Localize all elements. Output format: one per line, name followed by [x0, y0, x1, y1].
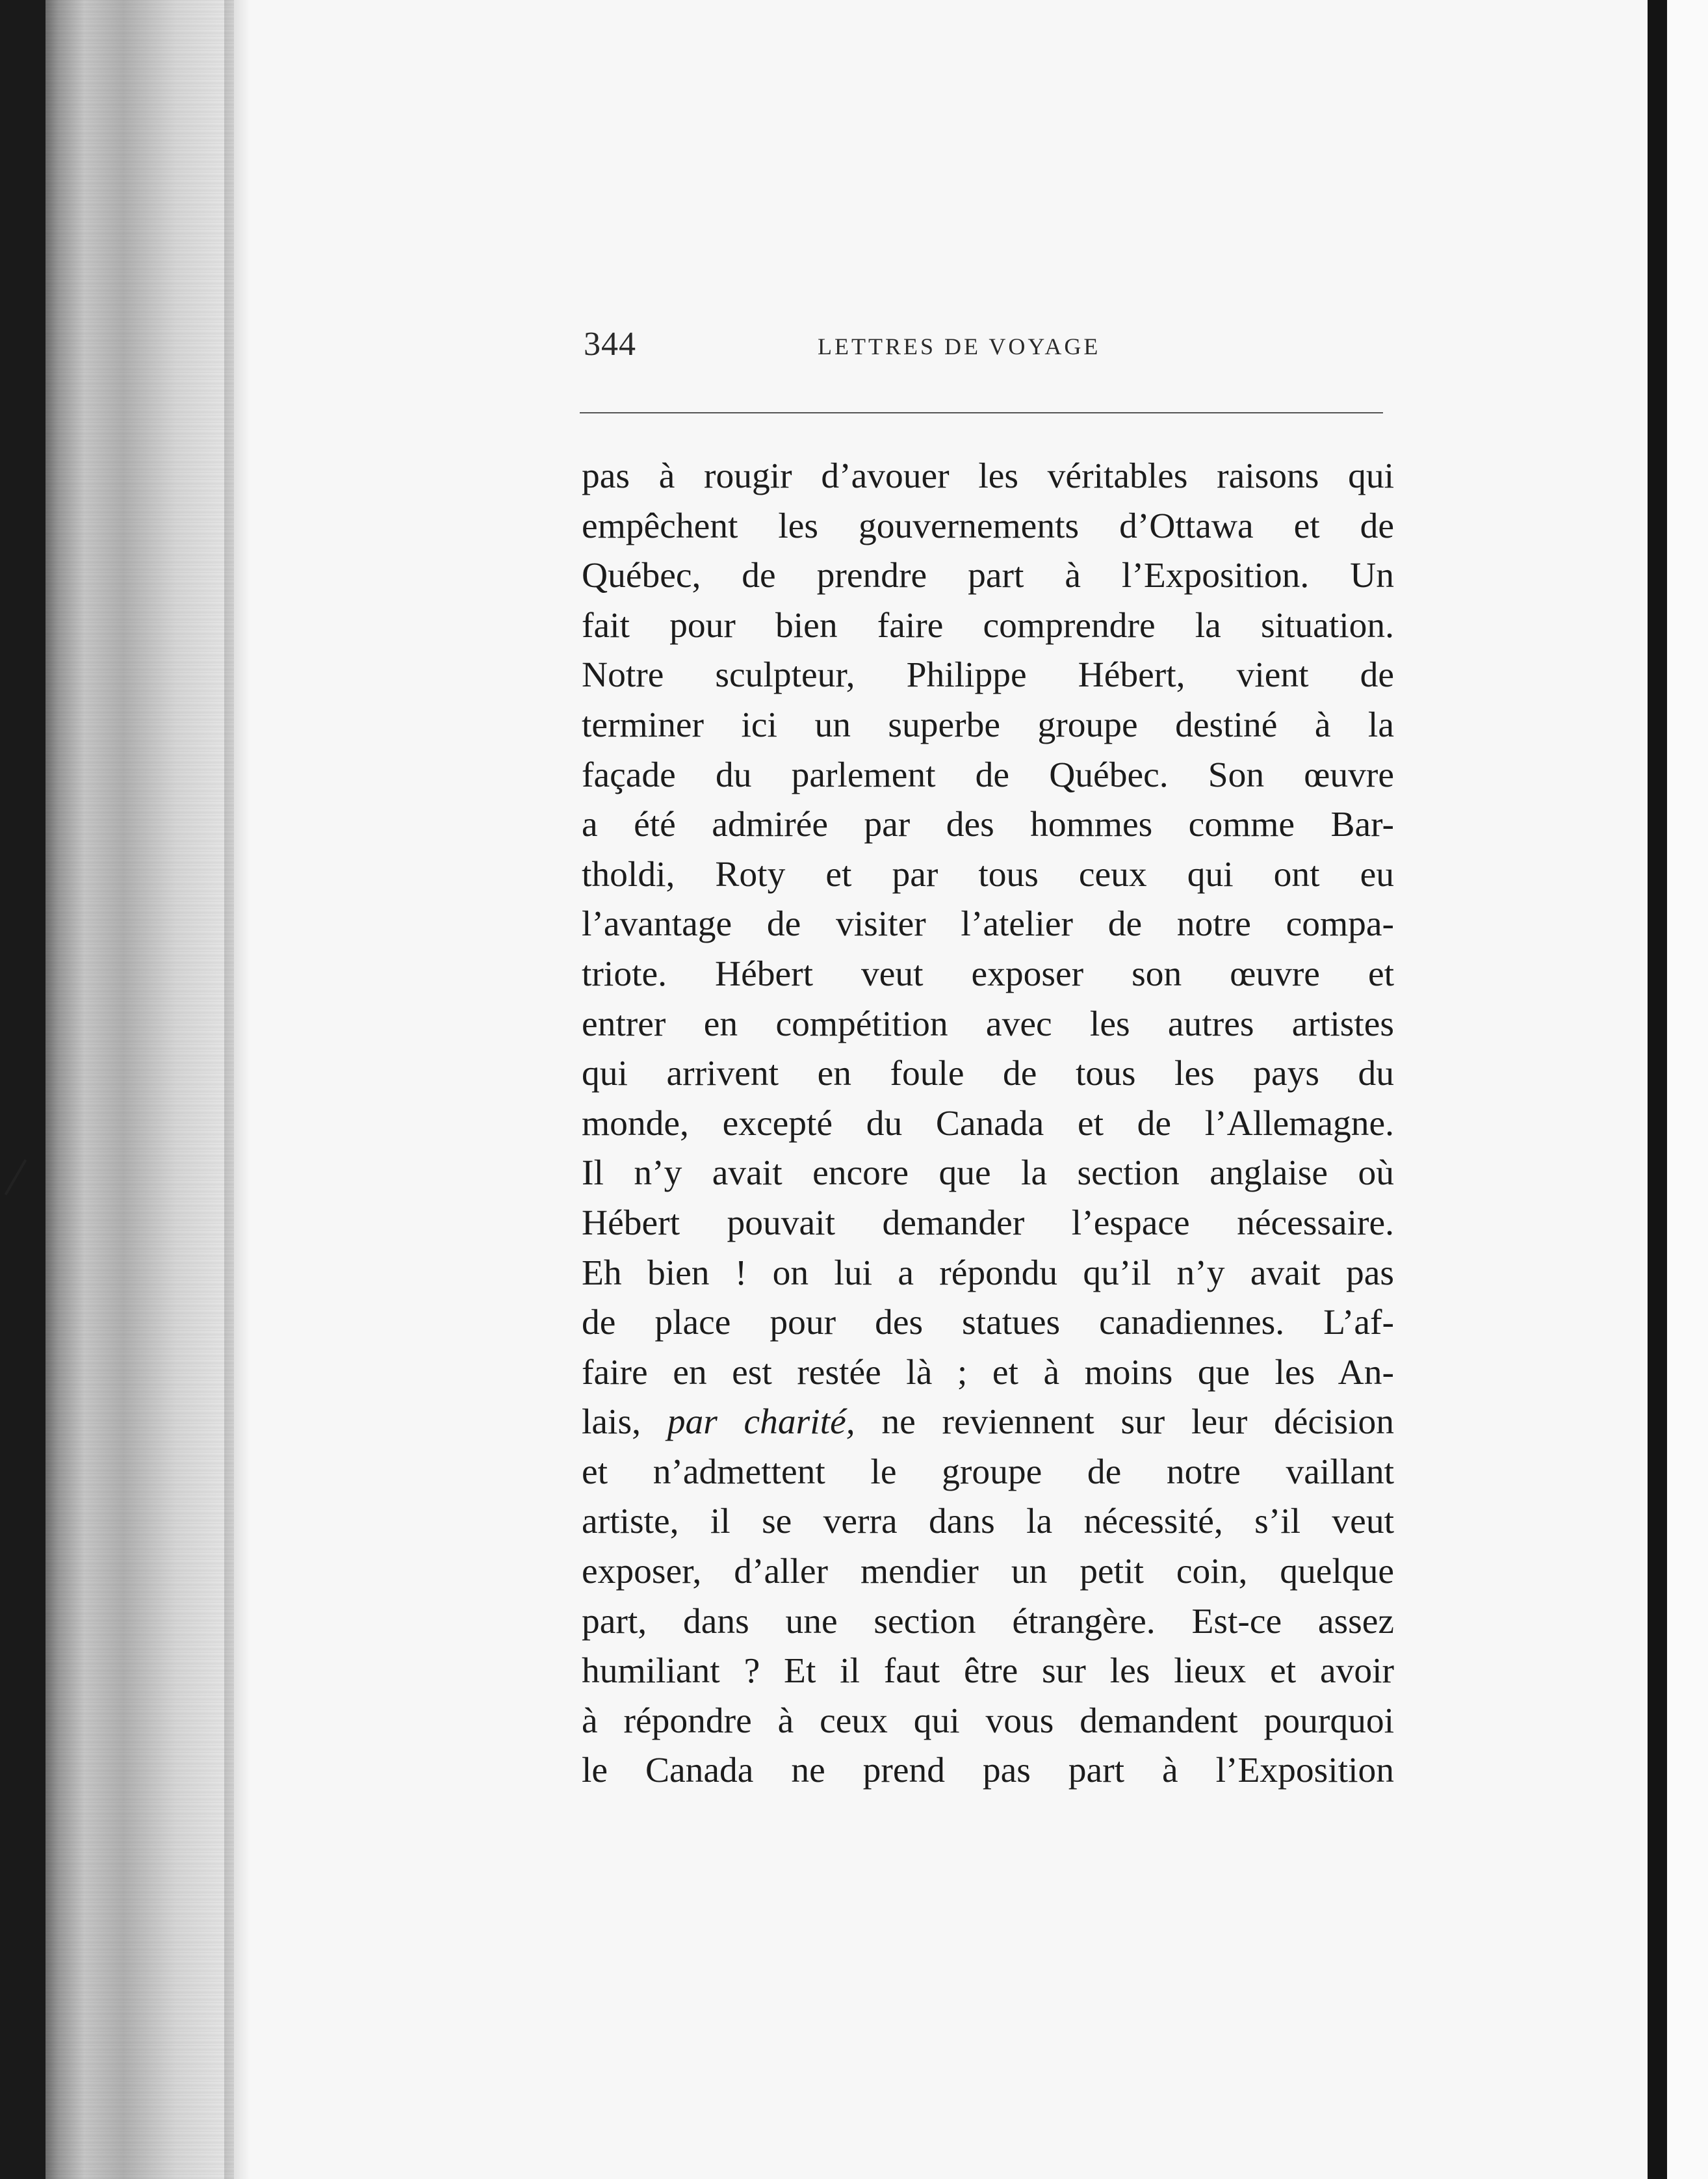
text-line: Notre sculpteur, Philippe Hébert, vient de	[582, 655, 1394, 696]
text-line: qui arrivent en foule de tous les pays du	[582, 1054, 1394, 1094]
text-line: monde, excepté du Canada et de l’Allemagne.	[582, 1103, 1394, 1143]
text-line: entrer en compétition avec les autres artistes	[582, 1004, 1394, 1044]
text-line: part, dans une section étrangère. Est-ce assez	[582, 1601, 1394, 1641]
text-line: le Canada ne prend pas part à l’Exposition	[582, 1751, 1394, 1791]
page-gutter-shadow	[224, 0, 250, 2179]
text-line: Québec, de prendre part à l’Exposition. Un	[582, 556, 1394, 596]
scan-dark-margin	[0, 0, 45, 2179]
text-line-with-italic	[582, 1398, 1394, 1448]
text-line: Eh bien ! on lui a répondu qu’il n’y avait pas	[582, 1253, 1394, 1293]
text-line: Hébert pouvait demander l’espace nécessaire.	[582, 1203, 1394, 1243]
body-text	[582, 452, 1394, 1796]
text-line: artiste, il se verra dans la nécessité, s’il veut	[582, 1502, 1394, 1542]
text-line: de place pour des statues canadiennes. L’af-	[582, 1303, 1394, 1343]
text-line: à répondre à ceux qui vous demandent pourquoi	[582, 1701, 1394, 1741]
text-line: exposer, d’aller mendier un petit coin, quelque	[582, 1552, 1394, 1592]
italic-emphasis: par charité,	[667, 1402, 855, 1442]
scan-right-margin	[1667, 0, 1708, 2179]
text-line: tholdi, Roty et par tous ceux qui ont eu	[582, 854, 1394, 894]
text-line: et n’admettent le groupe de notre vaillant	[582, 1452, 1394, 1492]
text-segment: ne reviennent sur leur décision	[881, 1402, 1394, 1442]
book-page-edges	[45, 0, 240, 2179]
text-line: faire en est restée là ; et à moins que les An-	[582, 1352, 1394, 1392]
header-rule	[580, 412, 1383, 413]
text-line: humiliant ? Et il faut être sur les lieux et avoir	[582, 1651, 1394, 1691]
text-segment: lais,	[582, 1402, 641, 1442]
book-right-edge	[1648, 0, 1667, 2179]
text-line: terminer ici un superbe groupe destiné à la	[582, 705, 1394, 745]
text-line: a été admirée par des hommes comme Bar-	[582, 805, 1394, 845]
text-line: empêchent les gouvernements d’Ottawa et de	[582, 506, 1394, 546]
page-header	[584, 325, 1383, 371]
text-line: fait pour bien faire comprendre la situation.	[582, 605, 1394, 646]
text-line: l’avantage de visiter l’atelier de notre compa-	[582, 904, 1394, 945]
running-title: LETTRES DE VOYAGE	[818, 333, 1101, 359]
text-line: triote. Hébert veut exposer son œuvre et	[582, 954, 1394, 994]
text-line: Il n’y avait encore que la section anglaise où	[582, 1153, 1394, 1194]
text-line: façade du parlement de Québec. Son œuvre	[582, 755, 1394, 795]
text-line: pas à rougir d’avouer les véritables raisons qui	[582, 456, 1394, 496]
page-number: 344	[584, 326, 636, 363]
